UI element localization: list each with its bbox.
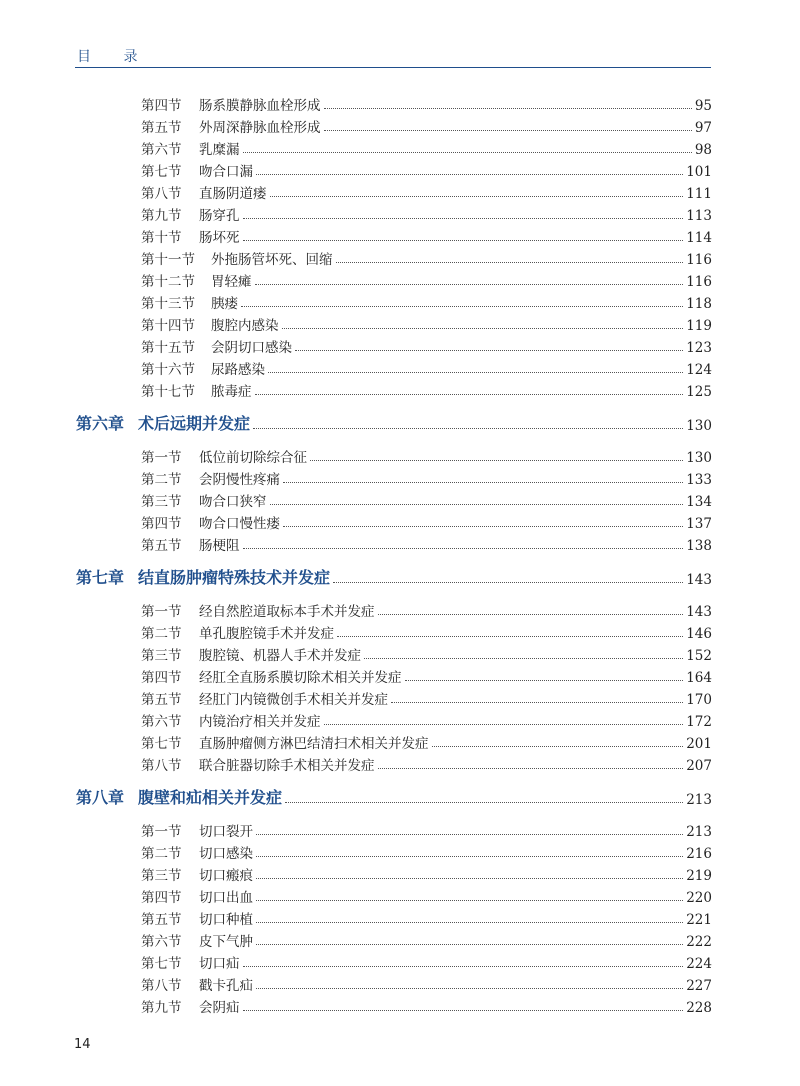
toc-section-row (0, 752, 800, 774)
dot-leader (256, 174, 683, 175)
page-ref: 220 (686, 890, 712, 906)
page-ref: 130 (686, 450, 712, 466)
toc-section-row (0, 136, 800, 158)
section-title: 低位前切除综合征 (199, 450, 307, 466)
page-ref: 143 (686, 604, 712, 620)
toc-section-row (0, 158, 800, 180)
section-number: 第八节 (141, 758, 182, 774)
section-number: 第七节 (141, 736, 182, 752)
section-title: 经自然腔道取标本手术并发症 (199, 604, 375, 620)
section-title: 会阴疝 (199, 1000, 240, 1016)
dot-leader (256, 856, 683, 857)
section-title: 切口感染 (199, 846, 253, 862)
page-ref: 124 (686, 362, 712, 378)
dot-leader (256, 922, 683, 923)
dot-leader (255, 394, 684, 395)
page-ref: 213 (686, 792, 712, 808)
toc-section-row (0, 686, 800, 708)
toc-section-row (0, 180, 800, 202)
toc-section-row (0, 862, 800, 884)
dot-leader (270, 196, 684, 197)
page-ref: 123 (686, 340, 712, 356)
chapter-title: 结直肠肿瘤特殊技术并发症 (138, 568, 331, 587)
page-ref: 134 (686, 494, 712, 510)
section-number: 第一节 (141, 450, 182, 466)
page-number: 14 (74, 1037, 91, 1052)
toc-chapter-row (0, 412, 800, 434)
page-ref: 137 (686, 516, 712, 532)
toc-section-row (0, 356, 800, 378)
section-title: 吻合口漏 (199, 164, 253, 180)
section-number: 第十节 (141, 230, 182, 246)
section-title: 切口疝 (199, 956, 240, 972)
page-ref: 116 (686, 274, 712, 290)
page-ref: 227 (686, 978, 712, 994)
dot-leader (336, 262, 684, 263)
page-ref: 125 (686, 384, 712, 400)
dot-leader (243, 152, 692, 153)
section-title: 肠穿孔 (199, 208, 240, 224)
page-ref: 111 (686, 186, 712, 202)
section-number: 第七节 (141, 956, 182, 972)
chapter-number: 第六章 (76, 414, 125, 433)
page-ref: 116 (686, 252, 712, 268)
section-title: 肠坏死 (199, 230, 240, 246)
section-number: 第一节 (141, 604, 182, 620)
dot-leader (324, 724, 684, 725)
page-ref: 101 (686, 164, 712, 180)
page-ref: 228 (686, 1000, 712, 1016)
section-number: 第八节 (141, 978, 182, 994)
dot-leader (378, 768, 684, 769)
page-ref: 216 (686, 846, 712, 862)
dot-leader (270, 504, 684, 505)
section-number: 第十五节 (141, 340, 195, 356)
section-title: 吻合口慢性瘘 (199, 516, 280, 532)
toc-section-row (0, 488, 800, 510)
dot-leader (253, 428, 683, 429)
section-number: 第九节 (141, 208, 182, 224)
page-ref: 133 (686, 472, 712, 488)
page-ref: 222 (686, 934, 712, 950)
toc-section-row (0, 312, 800, 334)
section-title: 联合脏器切除手术相关并发症 (199, 758, 375, 774)
toc-section-row (0, 818, 800, 840)
section-number: 第四节 (141, 890, 182, 906)
page-ref: 221 (686, 912, 712, 928)
section-number: 第三节 (141, 648, 182, 664)
section-number: 第十六节 (141, 362, 195, 378)
dot-leader (283, 482, 683, 483)
toc-section-row (0, 290, 800, 312)
section-title: 胰瘘 (211, 296, 238, 312)
page-ref: 138 (686, 538, 712, 554)
section-number: 第三节 (141, 868, 182, 884)
page-ref: 164 (686, 670, 712, 686)
section-title: 直肠阴道瘘 (199, 186, 267, 202)
section-title: 经肛门内镜微创手术相关并发症 (199, 692, 388, 708)
dot-leader (285, 802, 683, 803)
section-number: 第七节 (141, 164, 182, 180)
dot-leader (333, 582, 683, 583)
section-title: 吻合口狭窄 (199, 494, 267, 510)
dot-leader (310, 460, 683, 461)
dot-leader (256, 834, 683, 835)
section-number: 第三节 (141, 494, 182, 510)
chapter-title: 腹壁和疝相关并发症 (138, 788, 283, 807)
toc-section-row (0, 884, 800, 906)
dot-leader (243, 240, 684, 241)
toc-section-row (0, 642, 800, 664)
section-title: 乳糜漏 (199, 142, 240, 158)
toc-section-row (0, 268, 800, 290)
header-rule (75, 67, 711, 68)
section-number: 第二节 (141, 626, 182, 642)
dot-leader (405, 680, 684, 681)
section-number: 第五节 (141, 912, 182, 928)
section-title: 单孔腹腔镜手术并发症 (199, 626, 334, 642)
toc-section-row (0, 906, 800, 928)
toc-section-row (0, 994, 800, 1016)
chapter-title: 术后远期并发症 (138, 414, 251, 433)
dot-leader (295, 350, 683, 351)
dot-leader (391, 702, 683, 703)
page-ref: 224 (686, 956, 712, 972)
section-number: 第六节 (141, 142, 182, 158)
dot-leader (324, 130, 692, 131)
dot-leader (378, 614, 684, 615)
page-ref: 97 (694, 120, 712, 136)
section-number: 第十二节 (141, 274, 195, 290)
toc-chapter-row (0, 566, 800, 588)
page-ref: 95 (694, 98, 712, 114)
page-ref: 119 (686, 318, 712, 334)
section-number: 第一节 (141, 824, 182, 840)
section-title: 经肛全直肠系膜切除术相关并发症 (199, 670, 402, 686)
dot-leader (241, 306, 683, 307)
section-title: 外周深静脉血栓形成 (199, 120, 321, 136)
dot-leader (256, 944, 683, 945)
toc-chapter-row (0, 786, 800, 808)
dot-leader (256, 900, 683, 901)
header-title: 目 录 (77, 49, 152, 65)
toc-section-row (0, 928, 800, 950)
toc-section-row (0, 114, 800, 136)
section-number: 第十七节 (141, 384, 195, 400)
section-number: 第八节 (141, 186, 182, 202)
dot-leader (337, 636, 683, 637)
dot-leader (364, 658, 683, 659)
dot-leader (243, 966, 684, 967)
page-ref: 114 (686, 230, 712, 246)
toc-section-row (0, 598, 800, 620)
dot-leader (432, 746, 684, 747)
page-ref: 130 (686, 418, 712, 434)
page-ref: 172 (686, 714, 712, 730)
section-number: 第十三节 (141, 296, 195, 312)
section-number: 第十四节 (141, 318, 195, 334)
page-ref: 113 (686, 208, 712, 224)
section-number: 第四节 (141, 98, 182, 114)
dot-leader (282, 328, 684, 329)
dot-leader (243, 1010, 684, 1011)
page-ref: 207 (686, 758, 712, 774)
section-title: 肠系膜静脉血栓形成 (199, 98, 321, 114)
toc-section-row (0, 708, 800, 730)
page-ref: 152 (686, 648, 712, 664)
toc-section-row (0, 840, 800, 862)
section-title: 戳卡孔疝 (199, 978, 253, 994)
toc-section-row (0, 532, 800, 554)
section-title: 腹腔镜、机器人手术并发症 (199, 648, 361, 664)
dot-leader (243, 218, 684, 219)
section-title: 皮下气肿 (199, 934, 253, 950)
section-number: 第五节 (141, 538, 182, 554)
toc-section-row (0, 334, 800, 356)
toc-section-row (0, 224, 800, 246)
section-title: 内镜治疗相关并发症 (199, 714, 321, 730)
toc-section-row (0, 246, 800, 268)
section-title: 切口出血 (199, 890, 253, 906)
section-number: 第九节 (141, 1000, 182, 1016)
dot-leader (256, 878, 683, 879)
section-title: 会阴切口感染 (211, 340, 292, 356)
section-title: 脓毒症 (211, 384, 252, 400)
page-ref: 118 (686, 296, 712, 312)
section-number: 第四节 (141, 516, 182, 532)
section-number: 第十一节 (141, 252, 195, 268)
dot-leader (283, 526, 683, 527)
toc-section-row (0, 664, 800, 686)
page-ref: 146 (686, 626, 712, 642)
section-number: 第六节 (141, 934, 182, 950)
section-number: 第二节 (141, 472, 182, 488)
dot-leader (324, 108, 692, 109)
section-title: 直肠肿瘤侧方淋巴结清扫术相关并发症 (199, 736, 429, 752)
section-title: 切口裂开 (199, 824, 253, 840)
dot-leader (268, 372, 683, 373)
toc-section-row (0, 378, 800, 400)
section-number: 第四节 (141, 670, 182, 686)
section-number: 第六节 (141, 714, 182, 730)
page-ref: 201 (686, 736, 712, 752)
toc-section-row (0, 972, 800, 994)
section-title: 外拖肠管坏死、回缩 (211, 252, 333, 268)
toc-section-row (0, 510, 800, 532)
toc-section-row (0, 950, 800, 972)
dot-leader (256, 988, 683, 989)
section-title: 肠梗阻 (199, 538, 240, 554)
page-ref: 170 (686, 692, 712, 708)
section-title: 腹腔内感染 (211, 318, 279, 334)
page-ref: 213 (686, 824, 712, 840)
section-title: 切口瘢痕 (199, 868, 253, 884)
section-title: 尿路感染 (211, 362, 265, 378)
section-number: 第二节 (141, 846, 182, 862)
section-title: 切口种植 (199, 912, 253, 928)
toc-section-row (0, 730, 800, 752)
page-ref: 98 (694, 142, 712, 158)
section-title: 胃轻瘫 (211, 274, 252, 290)
section-number: 第五节 (141, 120, 182, 136)
page-ref: 219 (686, 868, 712, 884)
toc-section-row (0, 92, 800, 114)
dot-leader (255, 284, 684, 285)
toc-section-row (0, 466, 800, 488)
dot-leader (243, 548, 684, 549)
toc-section-row (0, 202, 800, 224)
section-title: 会阴慢性疼痛 (199, 472, 280, 488)
chapter-number: 第八章 (76, 788, 125, 807)
toc-section-row (0, 444, 800, 466)
chapter-number: 第七章 (76, 568, 125, 587)
toc-section-row (0, 620, 800, 642)
section-number: 第五节 (141, 692, 182, 708)
page-ref: 143 (686, 572, 712, 588)
